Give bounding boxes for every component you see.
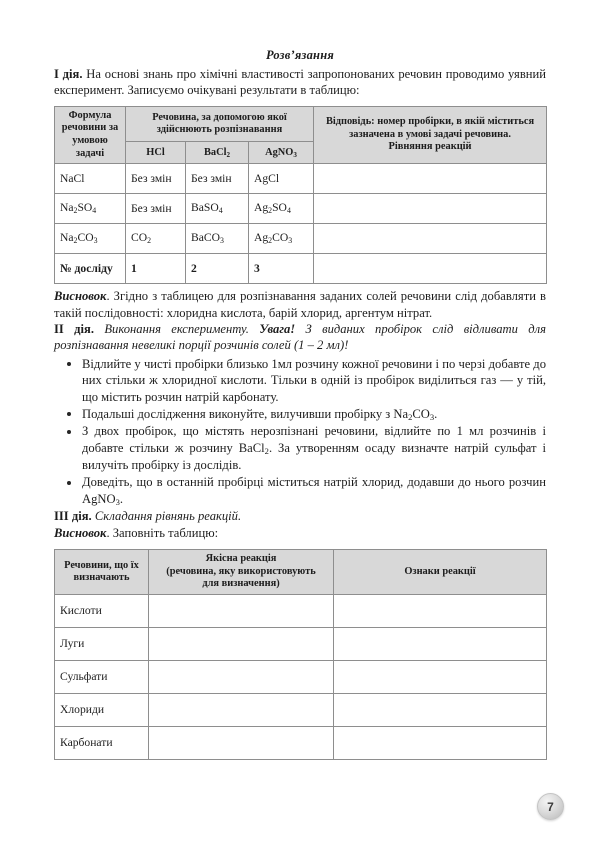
step-3-paragraph — [54, 508, 546, 524]
cell-formula-na2so4: $Na_2SO_4$ — [55, 194, 126, 224]
cell-signs-sulfates[interactable] — [334, 661, 547, 694]
conclusion-1-paragraph — [54, 288, 546, 321]
cell-nacl-answer[interactable] — [314, 164, 547, 194]
table-row — [55, 694, 547, 727]
cell-substance-alkalis: Луги — [55, 628, 149, 661]
step-3-text: Складання рівнянь реакцій. — [91, 509, 242, 524]
header-reagent-group: Речовина, за допомогою якої здійснюють розпізнавання — [126, 106, 314, 142]
conclusion-1-text: . Згідно з таблицею для розпізнавання заданих солей речовини слід добавляти в такій послідовності: хлоридна кислота, барій хлорид, аргентум нітрат. — [54, 289, 546, 320]
step-1-text: На основі знань про хімічні властивості запропонованих речовин проводимо уявний експеримент. Записуємо очікувані результати в таблицю: — [54, 67, 547, 98]
cell-na2so4-agno3: $Ag_2SO_4$ — [249, 194, 314, 224]
header-substances: Речовини, що їх визначають — [55, 550, 149, 595]
conclusion-2-text: . Заповніть таблицю: — [106, 525, 219, 540]
table-row — [55, 224, 547, 254]
list-item — [54, 356, 546, 405]
page-title: Розв’язання — [266, 48, 334, 62]
cell-reaction-carbonates[interactable] — [149, 727, 334, 760]
table-row — [55, 164, 547, 194]
header-answer — [314, 106, 547, 163]
page-number-badge — [537, 793, 564, 820]
cell-formula-na2co3: $Na_2CO_3$ — [55, 224, 126, 254]
cell-na2co3-hcl: $CO_2$ — [126, 224, 186, 254]
header-reaction-signs: Ознаки реакції — [334, 550, 547, 595]
header-qr-line-2: (речовина, яку використовують — [166, 565, 316, 577]
table-row — [55, 595, 547, 628]
cell-substance-sulfates: Сульфати — [55, 661, 149, 694]
list-item: З двох пробірок, що містять нерозпізнані речовини, відлийте по 1 мл розчинів і добавте стільки ж розчину BaCl$_2$. За утворенням осаду визначте натрій сульфат і вилучіть пробірку із дослідів. — [54, 423, 546, 473]
header-answer-line-1: Відповідь: номер пробірки, в якій міститься зазначена в умові задачі речовина. — [325, 116, 535, 140]
cell-na2co3-agno3: $Ag_2CO_3$ — [249, 224, 314, 254]
conclusion-1-label: Висновок — [54, 289, 107, 304]
header-formula: Формула речовини за умовою задачі — [55, 106, 126, 163]
step-3-label: III дія. — [54, 509, 92, 524]
header-qr-line-1: Якісна реакція — [205, 553, 277, 565]
results-table — [54, 106, 547, 284]
table-header-row-1 — [55, 106, 547, 142]
cell-signs-carbonates[interactable] — [334, 727, 547, 760]
conclusion-2-paragraph — [54, 525, 546, 541]
page-number-text: 7 — [547, 799, 554, 814]
list-item: Доведіть, що в останній пробірці міститься натрій хлорид, додавши до нього розчин AgNO$_3$. — [54, 474, 546, 508]
table-row — [55, 727, 547, 760]
qualitative-table-wrapper — [54, 549, 546, 760]
step-2-attention: Увага! — [259, 322, 296, 336]
cell-formula-nacl: NaCl — [55, 164, 126, 194]
step-1-paragraph — [54, 66, 546, 99]
cell-na2co3-bacl2: BaCO$_3$ — [186, 224, 249, 254]
cell-substance-acids: Кислоти — [55, 595, 149, 628]
cell-reaction-chlorides[interactable] — [149, 694, 334, 727]
cell-nacl-hcl: Без змін — [126, 164, 186, 194]
step-2-paragraph — [54, 321, 546, 354]
procedure-list — [54, 356, 546, 508]
cell-experiment-1: 1 — [126, 254, 186, 284]
table-row-experiment-number — [55, 254, 547, 284]
header-qr-line-3: для визначення) — [202, 578, 280, 590]
header-bacl2: BaCl$_2$ — [186, 142, 249, 164]
cell-nacl-bacl2: Без змін — [186, 164, 249, 194]
cell-experiment-answer[interactable] — [314, 254, 547, 284]
list-item: Подальші дослідження виконуйте, вилучивши пробірку з $Na_2CO_3$. — [54, 406, 546, 423]
cell-substance-chlorides: Хлориди — [55, 694, 149, 727]
cell-substance-carbonates: Карбонати — [55, 727, 149, 760]
list-item-text: Відлийте у чисті пробірки близько 1мл розчину кожної речовини і по черзі добавте до них стільки ж хлоридної кислоти. Тільки в одній із пробірок виділиться газ — у тій, що містить розчин натрій карбонату. — [82, 356, 546, 404]
header-qualitative-reaction — [149, 550, 334, 595]
cell-experiment-label: № досліду — [55, 254, 126, 284]
cell-signs-acids[interactable] — [334, 595, 547, 628]
step-1-label: I дія. — [54, 67, 83, 81]
cell-reaction-acids[interactable] — [149, 595, 334, 628]
header-agno3: AgNO$_3$ — [249, 142, 314, 164]
table-row — [55, 661, 547, 694]
header-answer-line-2: Рівняння реакцій — [388, 141, 472, 153]
cell-nacl-agno3: AgCl — [249, 164, 314, 194]
cell-na2so4-bacl2: BaSO$_4$ — [186, 194, 249, 224]
cell-signs-chlorides[interactable] — [334, 694, 547, 727]
cell-signs-alkalis[interactable] — [334, 628, 547, 661]
step-2-intro: Виконання експерименту. — [93, 322, 260, 336]
cell-na2so4-answer[interactable] — [314, 194, 547, 224]
cell-reaction-alkalis[interactable] — [149, 628, 334, 661]
qualitative-reactions-table — [54, 549, 547, 760]
cell-reaction-sulfates[interactable] — [149, 661, 334, 694]
header-hcl: HCl — [126, 142, 186, 164]
cell-experiment-2: 2 — [186, 254, 249, 284]
step-2-label: II дія. — [54, 322, 94, 336]
cell-na2co3-answer[interactable] — [314, 224, 547, 254]
conclusion-2-label: Висновок — [54, 525, 107, 540]
cell-na2so4-hcl: Без змін — [126, 194, 186, 224]
table-header-row — [55, 550, 547, 595]
table-row — [55, 628, 547, 661]
table-row — [55, 194, 547, 224]
page-content — [54, 48, 546, 760]
cell-experiment-3: 3 — [249, 254, 314, 284]
step-2-rest: З виданих пробірок слід відливати для розпізнавання невеликі порції розчинів солей (1 – 2 мл)! — [54, 322, 546, 353]
results-table-wrapper — [54, 106, 546, 284]
